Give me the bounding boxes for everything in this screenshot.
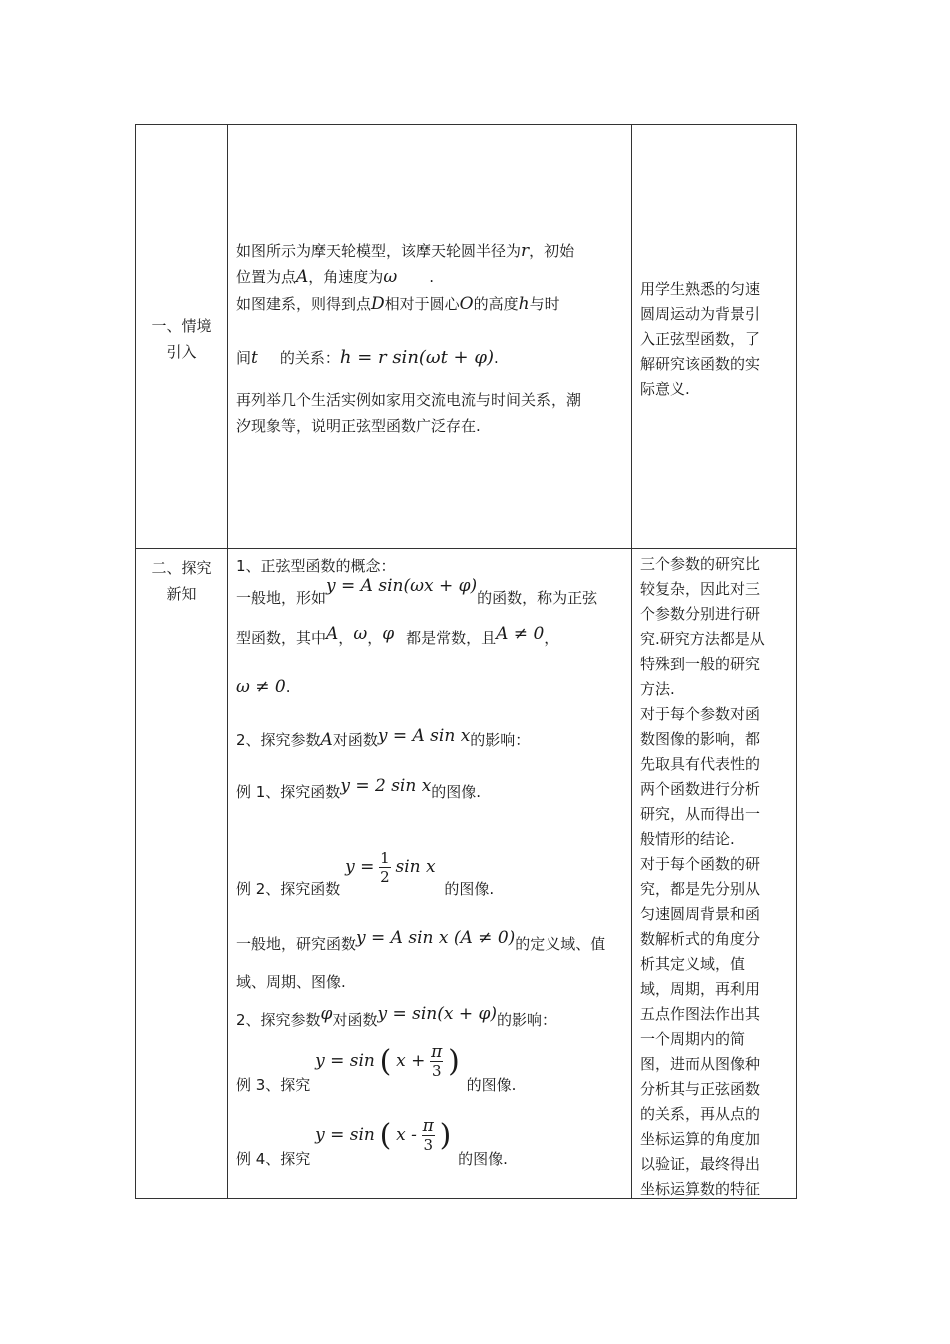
- text: 的影响：: [470, 731, 531, 749]
- formula-part: x -: [396, 1125, 417, 1145]
- formula: y = A sin x (A ≠ 0): [356, 928, 516, 948]
- text: 对函数: [332, 731, 378, 749]
- text: 间: [236, 349, 252, 367]
- note-line: 对于每个参数对函: [640, 705, 761, 723]
- note-line: 以验证，最终得出: [640, 1155, 761, 1173]
- fraction: [379, 849, 391, 886]
- text: ，: [544, 629, 560, 647]
- note-line: 究，都是先分别从: [640, 880, 761, 898]
- numerator: π: [422, 1116, 434, 1136]
- note-line: 数解析式的角度分: [640, 930, 761, 948]
- formula-part: y = sin: [315, 1125, 375, 1145]
- condition: ω ≠ 0: [236, 677, 286, 697]
- text: 例 4、探究: [236, 1150, 311, 1168]
- stage-label-line: 引入: [166, 343, 197, 361]
- math-var: A: [320, 730, 333, 750]
- math-var: D: [371, 294, 385, 314]
- text: 如图所示为摩天轮模型，该摩天轮圆半径为: [236, 242, 522, 260]
- formula: y = 2 sin x: [340, 776, 432, 796]
- math-var: O: [459, 294, 474, 314]
- note-cell: [632, 125, 797, 549]
- denominator: 2: [380, 868, 390, 886]
- note-line: 分析其与正弦函数: [640, 1080, 761, 1098]
- formula-part: y =: [345, 857, 375, 877]
- note-line: 解研究该函数的实: [640, 355, 761, 373]
- note-line: 方法.: [640, 680, 675, 698]
- condition: A ≠ 0: [496, 624, 545, 644]
- text: 相对于圆心: [384, 295, 460, 313]
- text: 的函数，称为正弦: [477, 589, 598, 607]
- note-line: 一个周期内的简: [640, 1030, 746, 1048]
- denominator: 3: [423, 1136, 434, 1154]
- note-line: 特殊到一般的研究: [640, 655, 761, 673]
- table-row: [136, 549, 797, 1199]
- formula-part: y = sin: [315, 1051, 375, 1071]
- paragraph: 汐现象等，说明正弦型函数广泛存在.: [236, 417, 481, 435]
- text: 的影响：: [497, 1011, 558, 1029]
- formula-part: sin x: [395, 857, 436, 877]
- formula: y = sin(x + φ): [377, 1004, 498, 1024]
- text: 一般地，形如: [236, 589, 327, 607]
- text: 例 2、探究函数: [236, 880, 341, 898]
- note-line: 匀速圆周背景和函: [640, 905, 761, 923]
- paragraph: 再列举几个生活实例如家用交流电流与时间关系，潮: [236, 391, 582, 409]
- note-line: 的关系，再从点的: [640, 1105, 761, 1123]
- note-line: 坐标运算的角度加: [640, 1130, 761, 1148]
- math-var: φ: [320, 1004, 333, 1024]
- stage-label-line: 一、情境: [151, 317, 212, 335]
- formula: y = A sin x: [377, 726, 471, 746]
- note-line: 数图像的影响，都: [640, 730, 761, 748]
- denominator: 3: [431, 1062, 442, 1080]
- content-cell: [228, 125, 632, 549]
- math-var: t: [251, 348, 258, 368]
- text: .: [494, 349, 499, 367]
- math-var: φ: [382, 624, 395, 644]
- text: .: [429, 268, 434, 286]
- numerator: 1: [380, 849, 390, 867]
- text: 2、探究参数: [236, 731, 321, 749]
- text: 2、探究参数: [236, 1011, 321, 1029]
- text: 的图像.: [431, 783, 482, 801]
- stage-cell: [136, 125, 228, 549]
- formula: h = r sin(ωt + φ): [339, 347, 494, 368]
- text: 位置为点: [236, 268, 297, 286]
- formula: y = sin ( x - $\frac{\pi}{3}$ ): [315, 1116, 452, 1154]
- content-cell: 1、正弦型函数的概念： 一般地，形如y = A sin(ωx + φ)的函数，称为正弦 型函数，其中A，ω，φ 都是常数，且A ≠ 0， ω ≠ 0. 2、探究参数A对函数y = A sin x的影响： 例 1、探究函数y = 2 sin x的图像. 例 2、探究函数 y = $\frac{1}{2}$ sin x 的图像. 一般地，研究函数y = A sin x (A ≠ 0)的定义域、值 域、周期、图像. 2、探究参数φ对函数y = sin(x + φ)的影响： 例 3、探究 y = sin ( x + $\frac{\pi}{3}$ ) 的图像. 例 4、探究 y = sin ( x - $\frac{\pi}{3}$ ) 的图像.: [228, 549, 632, 1199]
- math-var: ω: [353, 624, 368, 644]
- note-line: 两个函数进行分析: [640, 780, 761, 798]
- text: 的图像.: [466, 1076, 517, 1094]
- text: 的高度: [473, 295, 519, 313]
- stage-cell: [136, 549, 228, 1199]
- text: 与时: [529, 295, 560, 313]
- formula-part: x +: [396, 1051, 426, 1071]
- note-line: 坐标运算数的特征: [640, 1180, 761, 1198]
- text: 都是常数，且: [406, 629, 497, 647]
- text: 如图建系，则得到点: [236, 295, 372, 313]
- text: 对函数: [332, 1011, 378, 1029]
- section-heading: 1、正弦型函数的概念：: [236, 557, 396, 575]
- fraction: [422, 1117, 435, 1154]
- text: .: [285, 678, 291, 696]
- note-line: 五点作图法作出其: [640, 1005, 761, 1023]
- text: 型函数，其中: [236, 629, 327, 647]
- note-line: 研究，从而得出一: [640, 805, 761, 823]
- text: 的图像.: [444, 880, 495, 898]
- stage-label-line: 二、探究: [151, 559, 212, 577]
- note-line: 析其定义域，值: [640, 955, 746, 973]
- formula: y = A sin(ωx + φ): [326, 576, 478, 596]
- math-var: A: [296, 267, 309, 287]
- note-line: 对于每个函数的研: [640, 855, 761, 873]
- text: 例 1、探究函数: [236, 783, 341, 801]
- numerator: π: [431, 1042, 443, 1062]
- math-var: ω: [383, 267, 398, 287]
- stage-label-line: 新知: [166, 585, 197, 603]
- note-line: 究.研究方法都是从: [640, 630, 765, 648]
- note-line: 用学生熟悉的匀速: [640, 280, 761, 298]
- text: 例 3、探究: [236, 1076, 311, 1094]
- note-line: 入正弦型函数，了: [640, 330, 761, 348]
- note-line: 三个参数的研究比: [640, 555, 761, 573]
- note-line: 个参数分别进行研: [640, 605, 761, 623]
- text: 域、周期、图像.: [236, 973, 346, 991]
- text: ，初始: [529, 242, 575, 260]
- text: 的图像.: [458, 1150, 508, 1168]
- note-line: 图，进而从图像种: [640, 1055, 761, 1073]
- table-row: [136, 125, 797, 549]
- formula: y = sin ( x + $\frac{\pi}{3}$ ): [315, 1042, 460, 1080]
- note-line: 较复杂，因此对三: [640, 580, 761, 598]
- fraction: [430, 1043, 443, 1080]
- text: ，角速度为: [308, 268, 384, 286]
- note-line: 域，周期，再利用: [640, 980, 761, 998]
- math-var: r: [521, 241, 530, 261]
- math-var: A: [326, 624, 339, 644]
- note-line: 先取具有代表性的: [640, 755, 761, 773]
- text: 的定义域、值: [515, 935, 606, 953]
- formula: [345, 849, 435, 886]
- math-var: h: [518, 294, 530, 314]
- note-line: 际意义.: [640, 380, 690, 398]
- note-cell: [632, 549, 797, 1199]
- note-line: 圆周运动为背景引: [640, 305, 761, 323]
- text: 一般地，研究函数: [236, 935, 357, 953]
- text: 的关系：: [279, 349, 340, 367]
- note-line: 般情形的结论.: [640, 830, 735, 848]
- lesson-plan-table: [135, 124, 797, 1199]
